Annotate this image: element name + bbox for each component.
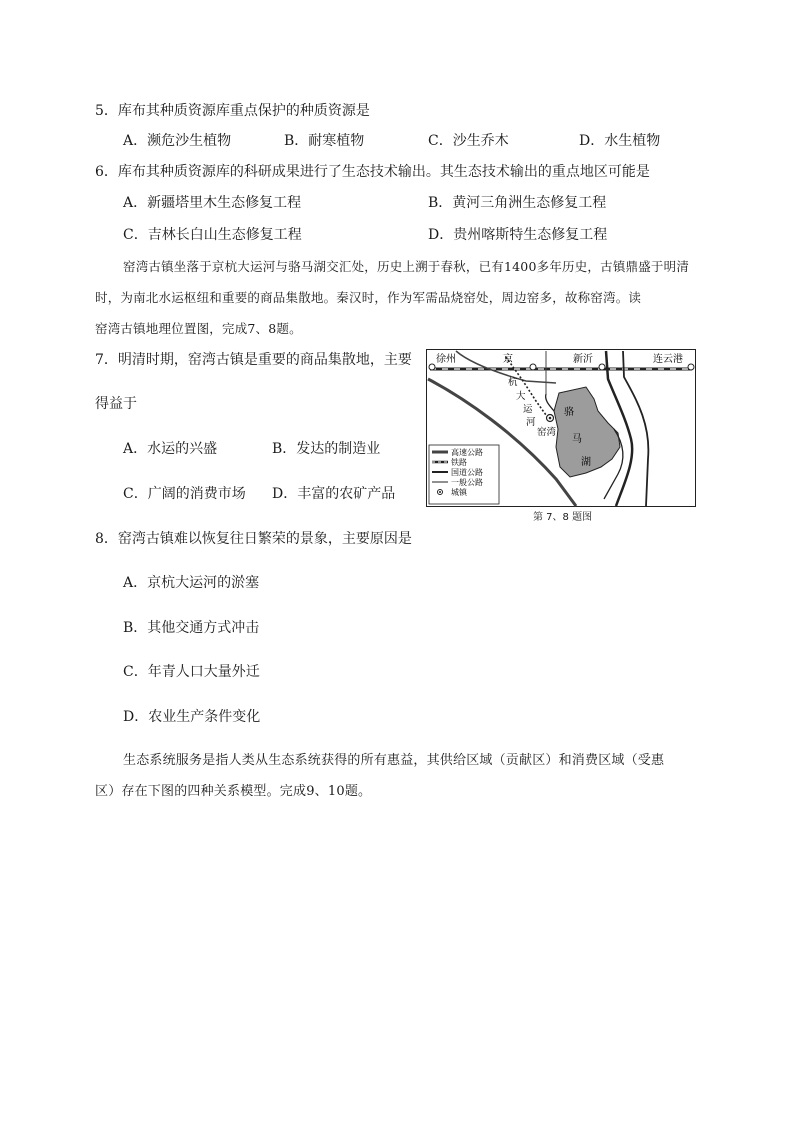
q8-option-c[interactable]: C．年青人口大量外迁 <box>123 664 260 680</box>
lake-label-1: 骆 <box>564 407 574 418</box>
legend-town: 城镇 <box>451 488 467 497</box>
passage1-line1: 窑湾古镇坐落于京杭大运河与骆马湖交汇处，历史上溯于春秋，已有1400多年历史，古镇鼎盛于明清 <box>123 259 690 274</box>
passage2-line2: 区）存在下图的四种关系模型。完成9、10题。 <box>95 784 372 799</box>
lianyungang-dot <box>688 364 694 370</box>
canal-label-4: 河 <box>526 417 536 428</box>
q5-option-a[interactable]: A．濒危沙生植物 <box>123 133 232 149</box>
label-xuzhou: 徐州 <box>436 354 456 365</box>
lake-label-2: 马 <box>572 434 582 445</box>
q5-stem: 5．库布其种质资源库重点保护的种质资源是 <box>95 103 370 119</box>
legend-railway: 铁路 <box>451 458 467 467</box>
legend-expressway: 高速公路 <box>451 448 483 457</box>
label-jing: 京 <box>503 354 513 365</box>
label-lianyungang: 连云港 <box>653 354 683 365</box>
q6-option-b[interactable]: B．黄河三角洲生态修复工程 <box>428 195 607 211</box>
q6-option-a[interactable]: A．新疆塔里木生态修复工程 <box>123 195 302 211</box>
legend-general-road: 一般公路 <box>451 478 483 487</box>
xuzhou-dot <box>429 364 435 370</box>
q7-option-b[interactable]: B．发达的制造业 <box>272 441 381 457</box>
q8-stem: 8．窑湾古镇难以恢复往日繁荣的景象，主要原因是 <box>95 531 412 547</box>
canal-label-3: 运 <box>523 404 533 415</box>
q7-option-c[interactable]: C．广阔的消费市场 <box>123 486 246 502</box>
label-xinyi: 新沂 <box>573 354 593 365</box>
legend-national-road: 国道公路 <box>451 468 483 477</box>
q6-option-d[interactable]: D．贵州喀斯特生态修复工程 <box>428 227 608 243</box>
q8-option-d[interactable]: D．农业生产条件变化 <box>123 709 261 725</box>
q7-option-a[interactable]: A．水运的兴盛 <box>123 441 218 457</box>
label-yaowan: 窑湾 <box>537 427 557 438</box>
passage1-line3: 窑湾古镇地理位置图，完成7、8题。 <box>95 321 302 336</box>
map-legend <box>429 445 499 504</box>
canal-label-2: 大 <box>516 391 526 402</box>
lake-label-3: 湖 <box>581 457 591 468</box>
q8-option-b[interactable]: B．其他交通方式冲击 <box>123 620 260 636</box>
q7-stem-line2: 得益于 <box>95 396 137 412</box>
canal-label-1: 杭 <box>508 377 518 388</box>
location-map <box>426 349 696 507</box>
town-dot <box>530 364 536 370</box>
q8-option-a[interactable]: A．京杭大运河的淤塞 <box>123 575 260 591</box>
passage1-line2: 时，为南北水运枢纽和重要的商品集散地。秦汉时，作为军需品烧窑处，周边窑多，故称窑湾。读 <box>95 290 642 305</box>
q6-stem: 6．库布其种质资源库的科研成果进行了生态技术输出。其生态技术输出的重点地区可能是 <box>95 164 650 180</box>
xinyi-dot <box>599 364 605 370</box>
q5-option-c[interactable]: C．沙生乔木 <box>428 133 509 149</box>
q6-option-c[interactable]: C．吉林长白山生态修复工程 <box>123 227 302 243</box>
q5-option-d[interactable]: D．水生植物 <box>579 133 661 149</box>
q7-stem-line1: 7．明清时期，窑湾古镇是重要的商品集散地，主要 <box>95 352 412 368</box>
q5-option-b[interactable]: B．耐寒植物 <box>284 133 365 149</box>
passage2-line1: 生态系统服务是指人类从生态系统获得的所有惠益，其供给区域（贡献区）和消费区域（受惠 <box>123 753 665 768</box>
map-caption: 第 7、8 题图 <box>533 512 593 523</box>
q7-option-d[interactable]: D．丰富的农矿产品 <box>272 486 396 502</box>
